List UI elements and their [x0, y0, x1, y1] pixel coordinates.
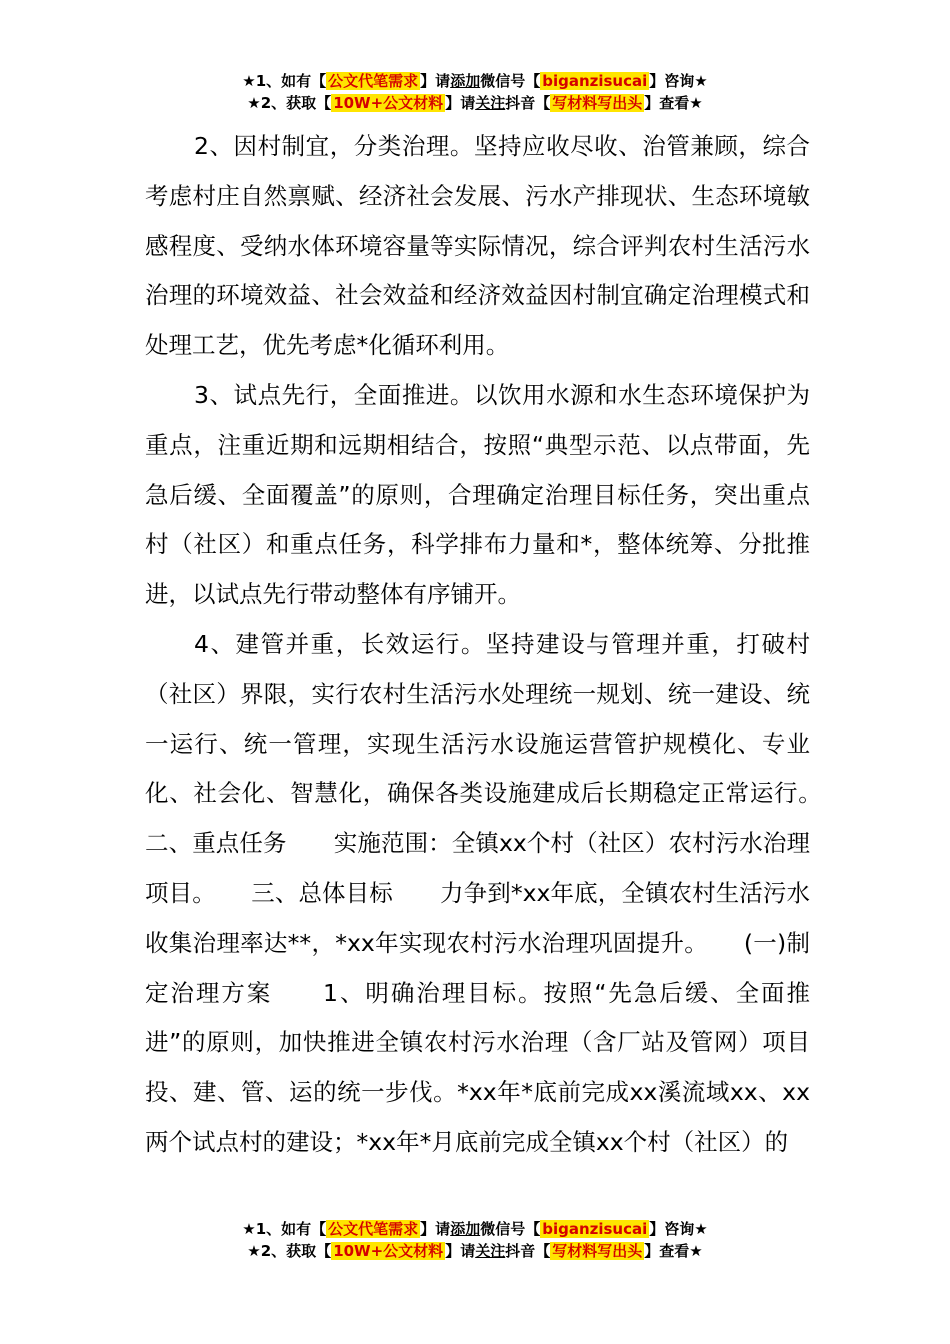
banner-text: 2、获取【	[260, 94, 332, 112]
highlight-douyin: 写材料写出头	[552, 94, 643, 112]
highlight-materials: 10W+公文材料	[333, 1242, 444, 1260]
highlight-wechat-id: biganzisucai	[542, 72, 648, 90]
paragraph: 4、建管并重，长效运行。坚持建设与管理并重，打破村（社区）界限，实行农村生活污水处理统一规划、统一建设、统一运行、统一管理，实现生活污水设施运营管护规模化、专业化、社会化、智慧化，确保各类设施建成后长期稳定正常运行。 二、重点任务 实施范围：全镇xx个村（社区）农村污水治理项目。 三、总体目标 力争到*xx年底，全镇农村生活污水收集治理率达**，*xx年实现农村污水治理巩固提升。 (一)制定治理方案 1、明确治理目标。按照“先急后缓、全面推进”的原则，加快推进全镇农村污水治理（含厂站及管网）项目投、建、管、运的统一步伐。*xx年*底前完成xx溪流域xx、xx两个试点村的建设；*xx年*月底前完成全镇xx个村（社区）的	[145, 629, 857, 1156]
banner-text: 1、如有【	[255, 1220, 327, 1238]
underline-text: 添加	[450, 72, 481, 90]
banner-text: 】咨询★	[649, 72, 708, 90]
banner-text: 】请	[445, 94, 476, 112]
underline-text: 关注	[475, 1242, 506, 1260]
banner-text: 】请	[445, 1242, 476, 1260]
top-banner	[0, 70, 950, 114]
banner-text: 】咨询★	[649, 1220, 708, 1238]
document-body	[145, 122, 857, 1168]
banner-text: 抖音【	[505, 1242, 551, 1260]
banner-text: 2、获取【	[260, 1242, 332, 1260]
highlight-wechat-id: biganzisucai	[542, 1220, 648, 1238]
banner-text: 】请	[420, 72, 451, 90]
paragraph: 2、因村制宜，分类治理。坚持应收尽收、治管兼顾，综合考虑村庄自然禀赋、经济社会发展、污水产排现状、生态环境敏感程度、受纳水体环境容量等实际情况，综合评判农村生活污水治理的环境效益、社会效益和经济效益因村制宜确定治理模式和处理工艺，优先考虑*化循环利用。	[145, 132, 810, 360]
banner-text: 微信号【	[480, 1220, 541, 1238]
highlight-service: 公文代笔需求	[328, 1220, 419, 1238]
star-icon: ★	[242, 1220, 256, 1238]
banner-line-2	[0, 92, 950, 114]
banner-text: 】查看★	[644, 94, 703, 112]
banner-line-2	[0, 1240, 950, 1262]
highlight-service: 公文代笔需求	[328, 72, 419, 90]
banner-text: 微信号【	[480, 72, 541, 90]
paragraph: 3、试点先行，全面推进。以饮用水源和水生态环境保护为重点，注重近期和远期相结合，按照“典型示范、以点带面，先急后缓、全面覆盖”的原则，合理确定治理目标任务，突出重点村（社区）和重点任务，科学排布力量和*，整体统筹、分批推进，以试点先行带动整体有序铺开。	[145, 380, 810, 609]
underline-text: 添加	[450, 1220, 481, 1238]
underline-text: 关注	[475, 94, 506, 112]
banner-text: 】查看★	[644, 1242, 703, 1260]
banner-line-1	[0, 1218, 950, 1240]
highlight-materials: 10W+公文材料	[333, 94, 444, 112]
star-icon: ★	[247, 94, 261, 112]
star-icon: ★	[242, 72, 256, 90]
star-icon: ★	[247, 1242, 261, 1260]
highlight-douyin: 写材料写出头	[552, 1242, 643, 1260]
banner-text: 1、如有【	[255, 72, 327, 90]
banner-text: 】请	[420, 1220, 451, 1238]
banner-text: 抖音【	[505, 94, 551, 112]
banner-line-1	[0, 70, 950, 92]
bottom-banner	[0, 1218, 950, 1262]
